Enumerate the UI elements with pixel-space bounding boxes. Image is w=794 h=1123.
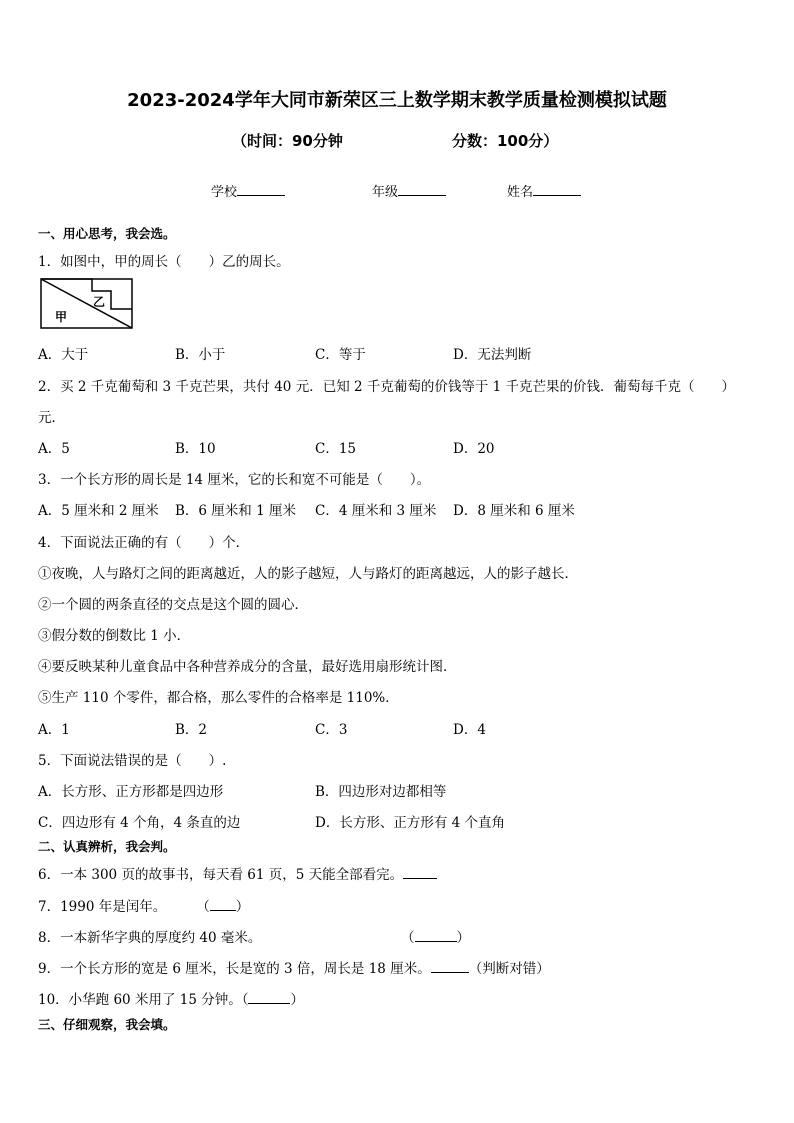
q9-answer-blank[interactable] xyxy=(431,958,469,973)
q10-paren-close: ） xyxy=(290,992,304,1008)
q1-option-d[interactable]: D．无法判断 xyxy=(453,347,532,363)
q4-statement-1: ①夜晚，人与路灯之间的距离越近，人的影子越短，人与路灯的距离越远，人的影子越长． xyxy=(38,566,578,582)
q3-stem: 3．一个长方形的周长是 14 厘米，它的长和宽不可能是（ ）。 xyxy=(38,472,431,488)
section2-title: 二、认真辨析，我会判。 xyxy=(38,839,176,854)
q8-answer xyxy=(401,926,470,946)
q8-paren-close: ） xyxy=(456,930,470,946)
q5-option-d[interactable]: D．长方形、正方形有 4 个直角 xyxy=(315,815,505,831)
perimeter-figure xyxy=(40,278,134,330)
school-label: 学校 xyxy=(211,185,238,200)
q8-answer-blank[interactable] xyxy=(415,927,457,942)
q9-suffix: （判断对错） xyxy=(468,961,550,977)
q4-statement-5: ⑤生产 110 个零件，都合格，那么零件的合格率是 110%． xyxy=(38,690,399,706)
q5-option-a[interactable]: A．长方形、正方形都是四边形 xyxy=(38,784,224,800)
label-yi: 乙 xyxy=(93,295,106,309)
q2-stem-line2: 元． xyxy=(38,410,65,426)
q7-text: 7．1990 年是闰年。 xyxy=(38,899,167,915)
q6-text: 6．一本 300 页的故事书，每天看 61 页，5 天能全部看完。 xyxy=(38,867,404,883)
q4-statement-2: ②一个圆的两条直径的交点是这个圆的圆心． xyxy=(38,597,308,613)
label-jia: 甲 xyxy=(55,310,68,324)
q4-option-b[interactable]: B．2 xyxy=(175,722,208,738)
q4-statement-4: ④要反映某种儿童食品中各种营养成分的含量，最好选用扇形统计图． xyxy=(38,659,457,675)
q1-option-c[interactable]: C．等于 xyxy=(315,347,366,363)
name-blank[interactable] xyxy=(533,181,581,196)
q6-stem xyxy=(38,863,437,883)
q7-stem xyxy=(38,895,249,915)
exam-time: （时间：90分钟 xyxy=(232,132,343,150)
q4-stem: 4．下面说法正确的有（ ）个． xyxy=(38,535,250,551)
q4-option-a[interactable]: A．1 xyxy=(38,722,70,738)
q4-option-d[interactable]: D．4 xyxy=(453,722,486,738)
q3-option-c[interactable]: C．4 厘米和 3 厘米 xyxy=(315,503,437,519)
q6-answer-blank[interactable] xyxy=(403,864,437,879)
exam-score: 分数：100分） xyxy=(452,132,559,150)
q8-stem xyxy=(38,926,261,946)
q10-text: 10．小华跑 60 米用了 15 分钟。（ xyxy=(38,992,249,1008)
q5-option-c[interactable]: C．四边形有 4 个角，4 条直的边 xyxy=(38,815,241,831)
q7-paren-close: ） xyxy=(235,899,250,915)
page-title: 2023-2024学年大同市新荣区三上数学期末教学质量检测模拟试题 xyxy=(127,90,667,111)
q3-option-b[interactable]: B．6 厘米和 1 厘米 xyxy=(175,503,296,519)
grade-label: 年级 xyxy=(372,185,399,200)
q1-option-b[interactable]: B．小于 xyxy=(175,347,226,363)
q1-option-a[interactable]: A．大于 xyxy=(38,347,89,363)
section1-title: 一、用心思考，我会选。 xyxy=(38,226,176,241)
q2-option-c[interactable]: C．15 xyxy=(315,441,357,457)
q10-stem xyxy=(38,988,304,1008)
q2-option-b[interactable]: B．10 xyxy=(175,441,216,457)
q9-stem xyxy=(38,957,550,977)
q9-text: 9．一个长方形的宽是 6 厘米，长是宽的 3 倍，周长是 18 厘米。 xyxy=(38,961,431,977)
q2-option-a[interactable]: A．5 xyxy=(38,441,70,457)
q10-answer-blank[interactable] xyxy=(248,989,290,1004)
q3-option-d[interactable]: D．8 厘米和 6 厘米 xyxy=(453,503,575,519)
q2-stem-line1: 2．买 2 千克葡萄和 3 千克芒果，共付 40 元．已知 2 千克葡萄的价钱等于 1 千克芒果的价钱．葡萄每千克（ ） xyxy=(38,379,736,395)
q4-option-c[interactable]: C．3 xyxy=(315,722,348,738)
q7-answer-blank[interactable] xyxy=(210,896,236,911)
q3-option-a[interactable]: A．5 厘米和 2 厘米 xyxy=(38,503,159,519)
q1-stem: 1．如图中，甲的周长（ ）乙的周长。 xyxy=(38,254,290,270)
q7-paren-open: （ xyxy=(196,899,210,915)
q8-text: 8．一本新华字典的厚度约 40 毫米。 xyxy=(38,930,262,946)
name-field xyxy=(507,181,581,200)
name-label: 姓名 xyxy=(507,185,534,200)
q1-figure xyxy=(40,278,134,334)
q8-paren-open: （ xyxy=(401,930,415,946)
grade-blank[interactable] xyxy=(398,181,446,196)
q4-statement-3: ③假分数的倒数比 1 小． xyxy=(38,628,191,644)
section3-title: 三、仔细观察，我会填。 xyxy=(38,1017,176,1032)
grade-field xyxy=(372,181,446,200)
q5-stem: 5．下面说法错误的是（ ）. xyxy=(38,753,227,769)
q2-option-d[interactable]: D．20 xyxy=(453,441,495,457)
q5-option-b[interactable]: B．四边形对边都相等 xyxy=(315,784,447,800)
school-field xyxy=(211,181,285,200)
school-blank[interactable] xyxy=(237,181,285,196)
